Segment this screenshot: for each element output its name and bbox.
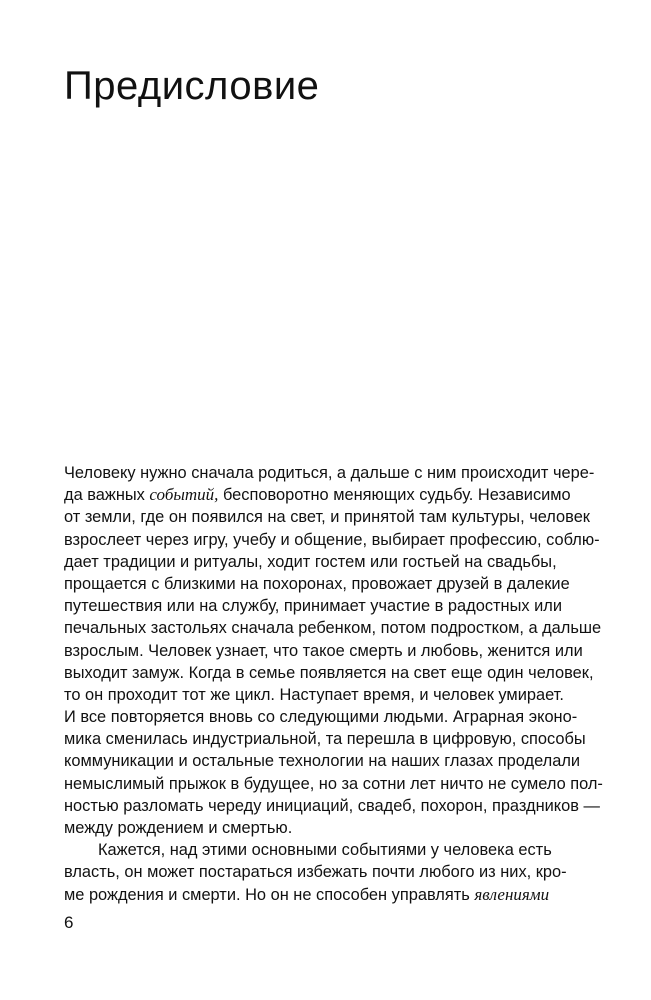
text-line-15: немыслимый прыжок в будущее, но за сотни лет ничто не сумело пол-	[64, 774, 603, 793]
text-line-14: коммуникации и остальные технологии на наших глазах проделали	[64, 752, 581, 771]
text-line-12: И все повторяется вновь со следующими людьми. Аграрная эконо-	[64, 708, 578, 727]
italic-word-phenomena: явлениями	[474, 884, 550, 904]
text-line-17: между рождением и смертью.	[64, 819, 293, 837]
text-line-11: то он проходит тот же цикл. Наступает время, и человек умирает.	[64, 685, 564, 704]
text-line-6: прощается с близкими на похоронах, провожает друзей в далекие	[64, 574, 570, 593]
page-number: 6	[64, 913, 74, 932]
text-line-4: взрослеет через игру, учебу и общение, выбирает профессию, соблю-	[64, 530, 600, 549]
page-title: Предисловие	[64, 64, 320, 108]
italic-word-events: событий,	[149, 485, 219, 505]
text-line-13: мика сменилась индустриальной, та перешла в цифровую, способы	[64, 730, 586, 749]
text-line-1: Человеку нужно сначала родиться, а дальше с ним происходит чере-	[64, 464, 595, 482]
text-line-8: печальных застольях сначала ребенком, потом подростком, а дальше	[64, 619, 602, 638]
text-line-5: дает традиции и ритуалы, ходит гостем или гостьей на свадьбы,	[64, 552, 557, 571]
text-line-7: путешествия или на службу, принимает участие в радостных или	[64, 597, 562, 616]
text-line-9: взрослым. Человек узнает, что такое смерть и любовь, женится или	[64, 641, 583, 660]
text-line-16: ностью разломать череду инициаций, свадеб, похорон, праздников —	[64, 796, 600, 815]
text-line-18: Кажется, над этими основными событиями у человека есть	[98, 841, 552, 860]
body-text	[64, 462, 604, 906]
text-line-20: ме рождения и смерти. Но он не способен управлять явлениями	[64, 884, 550, 904]
text-line-10: выходит замуж. Когда в семье появляется на свет еще один человек,	[64, 663, 594, 682]
text-line-19: власть, он может постараться избежать почти любого из них, кро-	[64, 863, 567, 882]
text-line-3: от земли, где он появился на свет, и принятой там культуры, человек	[64, 508, 590, 527]
text-line-2: да важных событий, бесповоротно меняющих судьбу. Независимо	[64, 485, 571, 505]
